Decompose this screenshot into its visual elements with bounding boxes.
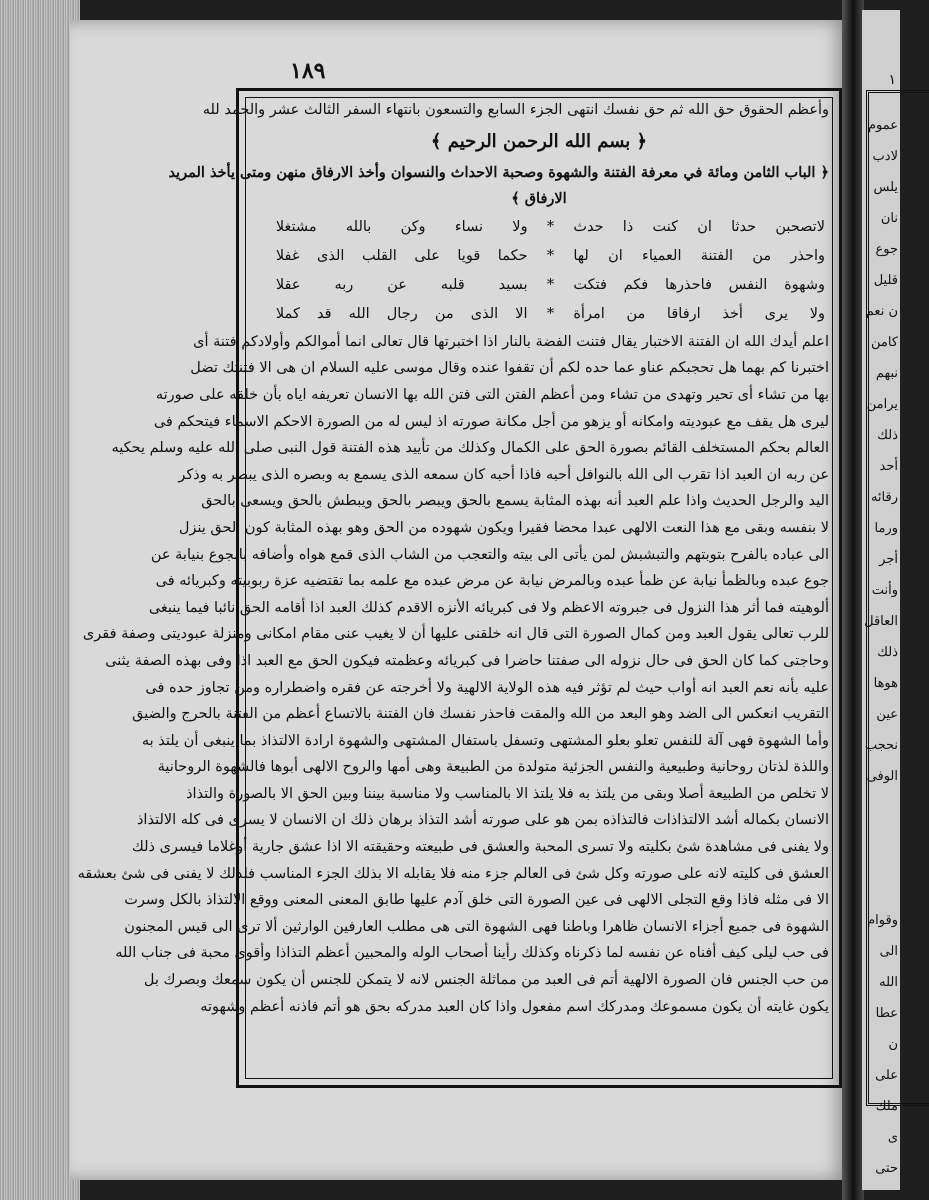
prose-line: ألوهيته فما أثر هذا النزول فى جبروته الاعظم ولا فى كبريائه الأنزه الاقدم كذلك العبد اذا أقامه الحق نائبا فيما ينبغى xyxy=(148,599,829,616)
verse-separator: * xyxy=(546,305,555,322)
prose-line: وحاجتى كما كان الحق فى حال نزوله الى صفتنا حاضرا فى كبريائه وعظمته فيكون الحق مع العبد اذا وفى بهذه الصفة يثنى xyxy=(105,652,829,669)
facing-line: لادب xyxy=(872,149,898,164)
prose-line: جوع عبده وبالظمأ نيابة عن ظمأ عبده وبالمرض نيابة عن مرض عبده مع علمه بما تقتضيه عزة ربوبيته وكبريائه فى xyxy=(155,573,829,590)
facing-line: أجر xyxy=(879,552,898,567)
verse-separator: * xyxy=(546,247,555,264)
page-stack-edges xyxy=(0,0,80,1200)
facing-line: العاقل xyxy=(864,614,898,629)
facing-line: عطا xyxy=(875,1006,898,1021)
poem xyxy=(249,213,829,329)
prose-line: اختبرنا كم بهما هل تحجبكم عناو عما حده لكم أن تقفوا عنده وقال موسى عليه السلام ان هى الا فتنتك تضل xyxy=(190,360,829,377)
facing-line: عين xyxy=(876,707,898,722)
poem-verse xyxy=(249,300,829,329)
prose-line: اليد والرجل الحديث واذا علم العبد أنه بهذه المثابة يسمع بالحق ويبصر بالحق ويبطش بالحق ويسعى بالحق xyxy=(201,493,829,510)
facing-line: قليل xyxy=(873,273,898,288)
prose-line: التقريب انعكس الى الضد وهو البعد من الله والمقت فاحذر نفسك فان الفتنة بالاتساع أعظم من الفتنة بالحرج والضيق xyxy=(132,706,829,723)
prose-line: اعلم أيدك الله ان الفتنة الاختبار يقال فتنت الفضة بالنار اذا اختبرتها قال تعالى انما أموالكم وأولادكم فتنة أى xyxy=(193,333,829,350)
facing-line: هوها xyxy=(873,676,898,691)
prose-line: الى عباده بالفرح بتوبتهم والتبشبش لمن يأتى الى بيته والتعجب من الشاب الذى قمع هواه وأضافه بالجوع بنيابة عن xyxy=(150,546,829,563)
page-number: ١٨٩ xyxy=(290,58,326,84)
prose-body xyxy=(77,329,829,1020)
verse-separator: * xyxy=(546,218,555,235)
prose-line: ليرى هل يقف مع عبوديته وامكانه أو يزهو من أجل مكانة صورته اذ ليس له من الصورة الاحكم الاسماء فيتحكم فى xyxy=(153,413,829,430)
facing-line: ى حتى xyxy=(875,1130,898,1176)
facing-line: رقائه xyxy=(870,490,898,505)
facing-line: ذلك xyxy=(877,645,898,660)
facing-line: يرامن xyxy=(866,397,898,412)
verse-separator: * xyxy=(546,276,555,293)
prose-line: لا تخلص من الطبيعة أصلا وبقى من يلتذ به فلا يلتذ الا بالمناسب ولا مناسبة بيننا وبين الحق الا بالصورة والتذاذ xyxy=(186,785,829,802)
facing-line: أحد xyxy=(879,459,898,474)
basmala: ﴿ بسم الله الرحمن الرحيم ﴾ xyxy=(430,130,648,152)
facing-page-number: ١ xyxy=(888,72,896,88)
prose-line: من حب الجنس فان الصورة الالهية أتم فى العبد من مماثلة الجنس لانه لا يتمكن للجنس أن يكون سمعك وبصرك بل xyxy=(143,972,829,989)
verse-second-hemistich: حكما قويا على القلب الذى غفلا xyxy=(275,247,528,264)
prose-line: ولا يفنى فى مشاهدة شئ بكليته ولا تسرى المحبة والعشق فى طبيعته وحقيقته الا اذا عشق جارية أوغلاما فيسرى ذلك xyxy=(131,839,829,856)
text-frame xyxy=(77,88,842,1088)
facing-line: وأنت xyxy=(871,583,898,598)
prose-line: عن ربه ان العبد اذا تقرب الى الله بالنوافل أحبه فاذا أحبه كان سمعه الذى يسمع به وبصره الذى يبصر به وذكر xyxy=(178,466,829,483)
prose-line: يكون غايته أن يكون مسموعك ومدركك اسم مفعول واذا كان العبد مدركه بحق هو أتم فاذنه أعظم وشهوته xyxy=(200,998,829,1015)
verse-second-hemistich: الا الذى من رجال الله قد كملا xyxy=(275,305,528,322)
facing-line: ملك xyxy=(875,1099,898,1114)
facing-line: وقوام xyxy=(867,913,898,928)
facing-line: عموم xyxy=(867,118,898,133)
chapter-heading: ﴿ الباب الثامن ومائة في معرفة الفتنة والشهوة وصحبة الاحداث والنسوان وأخذ الارفاق منهن ومتى يأخذ المريد xyxy=(168,163,829,181)
prose-line: لا بنفسه وبقى مع هذا النعت الالهى عبدا محضا فقيرا ويكون شهوده من الحق وهو بهذه المثابة كون الحق ينزل xyxy=(178,519,829,536)
prose-line: الشهوة فى جميع أجزاء الانسان ظاهرا وباطنا فهى الشهوة التى هى مطلب العارفين الوارثين ألا ترى الى قيس المجنون xyxy=(124,918,829,935)
book-gutter xyxy=(842,0,864,1200)
poem-verse xyxy=(249,271,829,300)
prose-line: عليه بأنه نعم العبد انه أواب حيث لم تؤثر فيه هذه الولاية الالهية ولا أخرجته عن فقره واضطراره ومن تجاوز حده فى xyxy=(145,679,829,696)
chapter-closing-line: وأعظم الحقوق حق الله ثم حق نفسك انتهى الجزء السابع والتسعون بانتهاء السفر الثالث عشر والحمد لله xyxy=(202,102,829,118)
prose-line: فى حب ليلى كيف أفناه عن نفسه لما ذكرناه وكذلك رأينا أصحاب الوله والمحبين أعظم التذاذا وأقوى محبة فى جناب الله xyxy=(115,945,829,962)
prose-line: للرب تعالى يقول العبد ومن كمال الصورة التى قال انه خلقنى عليها أن لا يغيب عنى مقام امكانى ومنزلة عبوديتى وصفة فقرى xyxy=(82,626,829,643)
chapter-heading-tail: الارفاق ﴾ xyxy=(511,190,567,208)
verse-second-hemistich: ولا نساء وكن بالله مشتغلا xyxy=(275,218,528,235)
facing-line: الوفى xyxy=(866,769,898,784)
prose-line: وأما الشهوة فهى آلة للنفس تعلو بعلو المشتهى وتسفل باستفال المشتهى والشهوة ارادة الالتذاذ بما ينبغى أن يلتذ به xyxy=(141,732,829,749)
verse-first-hemistich: واحذر من الفتنة العمياء ان لها xyxy=(573,247,825,264)
verse-second-hemistich: بسيد قلبه عن ربه عقلا xyxy=(275,276,528,293)
facing-line: ورما xyxy=(874,521,898,536)
poem-verse xyxy=(249,242,829,271)
facing-line: نبهم xyxy=(875,366,898,381)
facing-page-text-upper xyxy=(862,110,898,792)
prose-line: العشق فى كليته لانه على صورته وكل شئ فى العالم جزء منه فلا يقابله الا بذلك الجزء المناسب فلذلك لا يفنى فى شئ بعشقه xyxy=(77,865,829,882)
facing-line: جوع xyxy=(875,242,898,257)
facing-line: ن على xyxy=(875,1037,898,1083)
facing-page xyxy=(862,10,900,1190)
facing-line: ن نعم xyxy=(865,304,898,319)
facing-line: نحجب xyxy=(864,738,898,753)
prose-line: العالم بحكم المستخلف القائم بصورة الحق على الكمال وكذلك من تأييد هذه الفتنة قول النبى صلى الله عليه وسلم يحكيه xyxy=(111,440,829,457)
prose-line: الانسان بكماله أشد الالتذاذات فالتذاذه بمن هو على صورته أشد التذاذ برهان ذلك ان الانسان لا يسرى فى كله الالتذاذ xyxy=(136,812,829,829)
poem-verse xyxy=(249,213,829,242)
facing-line: نان xyxy=(880,211,898,226)
prose-line: الا فى مثله فاذا وقع التجلى الالهى فى عين الصورة التى خلق آدم عليها طابق المعنى المعنى ووقع الالتذاذ بالكل وسرت xyxy=(124,892,829,909)
prose-line: واللذة لذتان روحانية وطبيعية والنفس الجزئية متولدة من الطبيعة وهى أمها والروح الالهى أبوها فالشهوة الروحانية xyxy=(157,759,829,776)
facing-line: يلس xyxy=(873,180,898,195)
facing-line: كامن xyxy=(870,335,898,350)
verse-first-hemistich: لاتصحبن حدثا ان كنت ذا حدث xyxy=(573,218,825,235)
verse-first-hemistich: وشهوة النفس فاحذرها فكم فتكت xyxy=(573,276,825,293)
text-body xyxy=(77,97,829,1079)
facing-line: ذلك xyxy=(877,428,898,443)
verse-first-hemistich: ولا يرى أخذ ارفاقا من امرأة xyxy=(573,305,825,322)
facing-line: الى الله xyxy=(879,944,898,990)
facing-page-text-lower xyxy=(862,905,898,1184)
prose-line: بها من تشاء أى تحير وتهدى من تشاء ومن أعظم الفتن التى فتن الله بها الانسان تعريفه اياه بأن خلقه على صورته xyxy=(155,386,829,403)
